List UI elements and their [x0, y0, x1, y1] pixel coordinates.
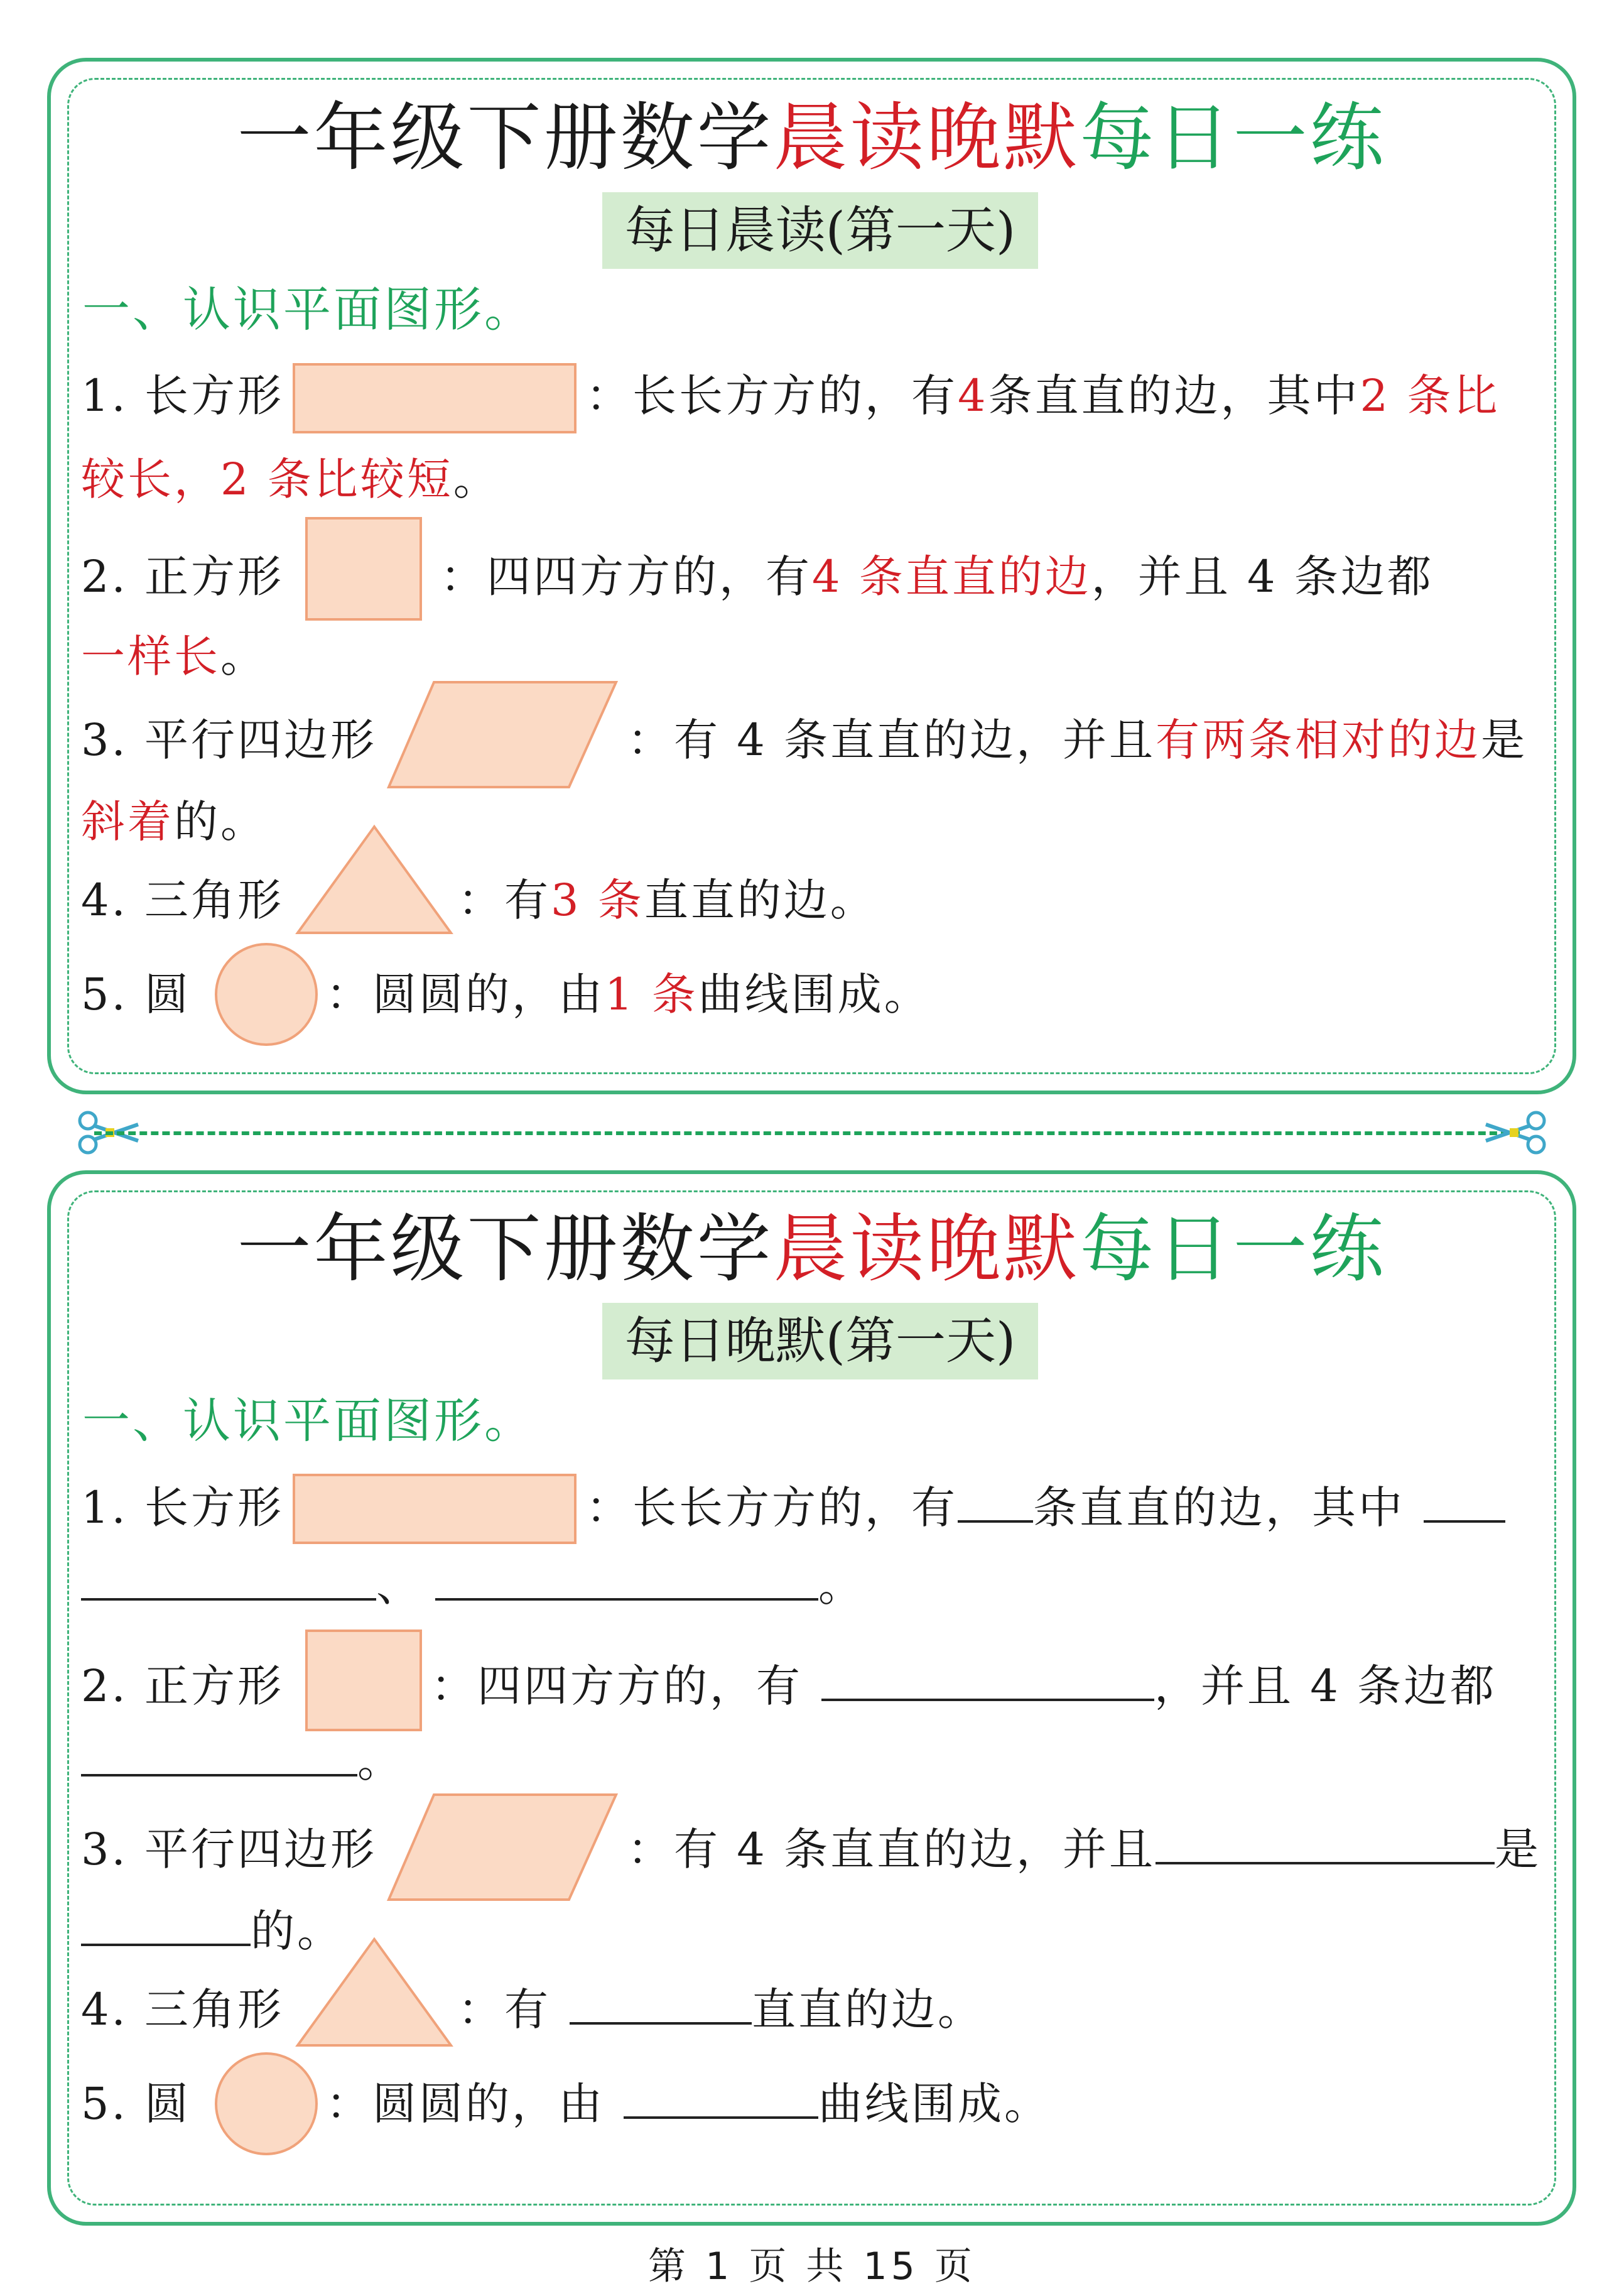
morning-item1-label: 1. 长方形 [81, 370, 284, 422]
evening-subtitle: 每日晚默(第一天) [602, 1303, 1038, 1379]
rectangle-shape [293, 363, 577, 433]
morning-item2-label: 2. 正方形 [81, 551, 284, 602]
evening-item3-text[interactable]: ：有 4 条直直的边，并且 是 [627, 1824, 1542, 1875]
title-part1: 一年级下册数学 [237, 1205, 774, 1292]
cut-line [94, 1131, 1520, 1135]
answer-blank[interactable] [81, 1913, 251, 1946]
evening-title [51, 1205, 1573, 1292]
evening-item5-text[interactable]: ：圆圆的，由 曲线围成。 [326, 2078, 1051, 2130]
evening-item3-label: 3. 平行四边形 [81, 1824, 377, 1875]
scissors-right-icon [1480, 1111, 1549, 1155]
answer-blank[interactable] [570, 1991, 752, 2025]
morning-item3-label: 3. 平行四边形 [81, 714, 377, 766]
morning-item2-text: ：四四方方的，有4 条直直的边，并且 4 条边都 [440, 551, 1434, 602]
evening-item1-text[interactable]: ：长长方方的，有 条直直的边，其中 [586, 1486, 1505, 1530]
evening-item2-text-cont[interactable]: 。 [81, 1739, 404, 1783]
morning-card [47, 58, 1576, 1094]
circle-shape [213, 941, 320, 1048]
title-part2: 晨读晚默 [773, 1205, 1080, 1292]
evening-item5-label: 5. 圆 [81, 2078, 192, 2130]
morning-title [51, 94, 1573, 181]
evening-item2-text[interactable]: ：四四方方的，有 ，并且 4 条边都 [431, 1660, 1497, 1712]
morning-item3-text: ：有 4 条直直的边，并且有两条相对的边是 [627, 714, 1528, 766]
evening-item2-label: 2. 正方形 [81, 1660, 284, 1712]
page-footer: 第 1 页 共 15 页 [648, 2244, 976, 2288]
evening-card [47, 1170, 1576, 2226]
square-shape [305, 1630, 422, 1731]
morning-item1-text: ：长长方方的，有4条直直的边，其中2 条比 [586, 370, 1500, 422]
answer-blank[interactable] [821, 1668, 1154, 1701]
evening-item1-label: 1. 长方形 [81, 1482, 284, 1533]
morning-item4-text: ：有3 条直直的边。 [458, 874, 877, 926]
morning-item5-text: ：圆圆的，由1 条曲线围成。 [326, 969, 931, 1020]
parallelogram-shape [387, 680, 619, 790]
answer-blank[interactable] [81, 1743, 357, 1776]
rectangle-shape [293, 1474, 577, 1544]
morning-item1-text-cont: 较长，2 条比较短。 [81, 454, 500, 505]
answer-blank[interactable] [1424, 1489, 1505, 1523]
evening-section-heading: 一、认识平面图形。 [82, 1393, 534, 1449]
evening-item4-label: 4. 三角形 [81, 1984, 284, 2035]
answer-blank[interactable] [1156, 1831, 1495, 1864]
evening-item1-text-cont[interactable]: 、 。 [81, 1564, 865, 1608]
evening-item3-text-cont[interactable]: 的。 [81, 1909, 344, 1953]
morning-item4-label: 4. 三角形 [81, 874, 284, 926]
answer-blank[interactable] [624, 2086, 818, 2119]
morning-item2-text-cont: 一样长。 [81, 631, 267, 682]
circle-shape [213, 2050, 320, 2157]
title-part3: 每日一练 [1080, 1205, 1387, 1292]
morning-item3-text-cont: 斜着的。 [81, 796, 267, 847]
morning-section-heading: 一、认识平面图形。 [82, 281, 534, 337]
title-part2: 晨读晚默 [773, 94, 1080, 181]
parallelogram-shape [387, 1793, 619, 1903]
square-shape [305, 517, 422, 621]
evening-item4-text[interactable]: ：有 直直的边。 [458, 1984, 984, 2035]
title-part1: 一年级下册数学 [237, 94, 774, 181]
triangle-shape [296, 825, 453, 935]
answer-blank[interactable] [81, 1567, 376, 1601]
triangle-shape [296, 1937, 453, 2047]
morning-item5-label: 5. 圆 [81, 969, 192, 1020]
morning-subtitle: 每日晨读(第一天) [602, 192, 1038, 269]
title-part3: 每日一练 [1080, 94, 1387, 181]
answer-blank[interactable] [435, 1567, 818, 1601]
answer-blank[interactable] [958, 1489, 1033, 1523]
